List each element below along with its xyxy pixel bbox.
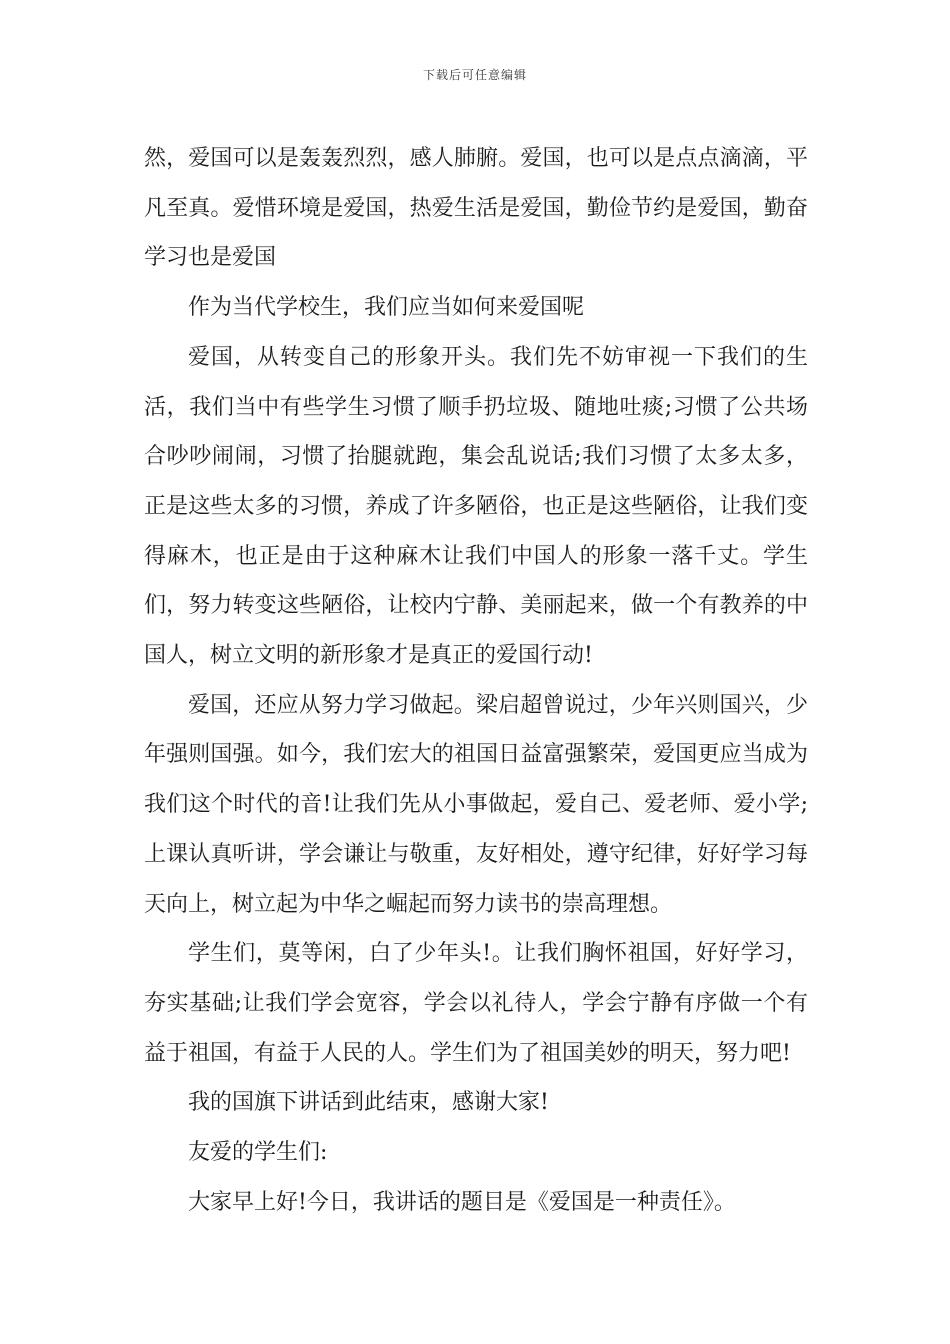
paragraph: 爱国，从转变自己的形象开头。我们先不妨审视一下我们的生活，我们当中有些学生习惯了顺手扔垃圾、随地吐痰;习惯了公共场合吵吵闹闹，习惯了抬腿就跑，集会乱说话;我们习惯了太多太多，正是这些太多的习惯，养成了许多陋俗，也正是这些陋俗，让我们变得麻木，也正是由于这种麻木让我们中国人的形象一落千丈。学生们，努力转变这些陋俗，让校内宁静、美丽起来，做一个有教养的中国人，树立文明的新形象才是真正的爱国行动!	[144, 344, 808, 669]
paragraph: 友爱的学生们:	[188, 1140, 328, 1166]
paragraph: 学生们，莫等闲，白了少年头!。让我们胸怀祖国，好好学习，夯实基础;让我们学会宽容，学会以礼待人，学会宁静有序做一个有益于祖国，有益于人民的人。学生们为了祖国美妙的明天，努力吧!	[144, 941, 808, 1066]
paragraph: 大家早上好!今日，我讲话的题目是《爱国是一种责任》。	[188, 1189, 736, 1215]
paragraph: 然，爱国可以是轰轰烈烈，感人肺腑。爱国，也可以是点点滴滴，平凡至真。爱惜环境是爱国，热爱生活是爱国，勤俭节约是爱国，勤奋学习也是爱国	[144, 146, 808, 271]
paragraph: 我的国旗下讲话到此结束，感谢大家!	[188, 1090, 549, 1116]
paragraph: 爱国，还应从努力学习做起。梁启超曾说过，少年兴则国兴，少年强则国强。如今，我们宏大的祖国日益富强繁荣，爱国更应当成为我们这个时代的音!让我们先从小事做起，爱自己、爱老师、爱小学;上课认真听讲，学会谦让与敬重，友好相处，遵守纪律，好好学习每天向上，树立起为中华之崛起而努力读书的崇高理想。	[144, 692, 808, 917]
paragraph: 作为当代学校生，我们应当如何来爱国呢	[188, 295, 585, 321]
document-body	[144, 134, 808, 1227]
header-note: 下载后可任意编辑	[422, 68, 527, 82]
